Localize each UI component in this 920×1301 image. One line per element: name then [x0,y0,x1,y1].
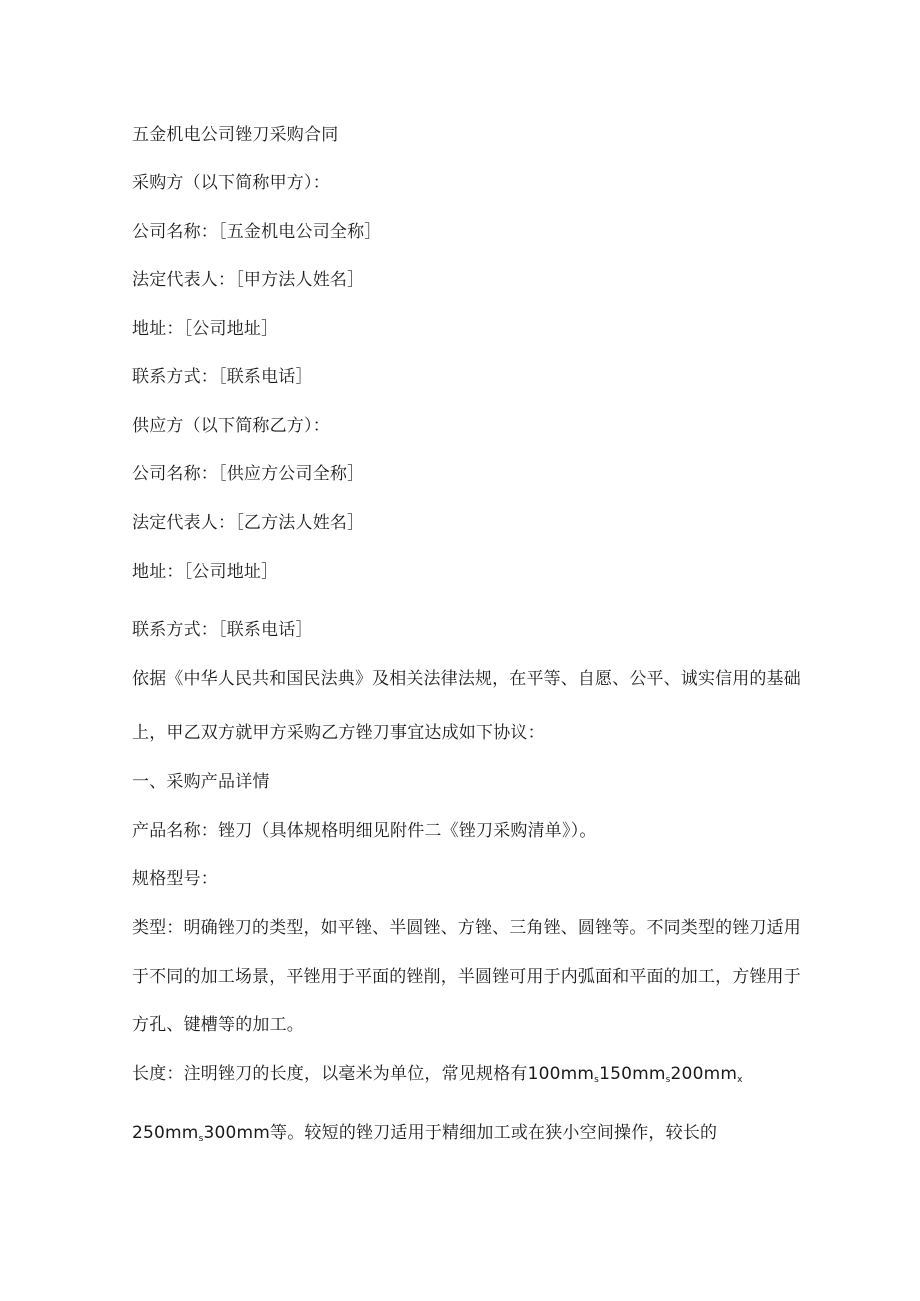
buyer-address: 地址：［公司地址］ [132,319,279,339]
spec-model: 规格型号： [132,869,218,889]
supplier-contact: 联系方式：［联系电话］ [132,620,313,640]
type-paragraph-line-2: 于不同的加工场景，平锉用于平面的锉削，半圆锉可用于内弧面和平面的加工，方锉用于 [132,967,801,987]
document-title: 五金机电公司锉刀采购合同 [132,125,339,145]
separator-glyph: s [198,1134,204,1144]
length-lead-text: 长度：注明锉刀的长度，以毫米为单位，常见规格有100mm [132,1064,595,1084]
supplier-company-name: 公司名称：［供应方公司全称］ [132,464,365,484]
length-value: 200mm [670,1064,738,1084]
buyer-company-name: 公司名称：［五金机电公司全称］ [132,222,382,242]
separator-glyph: s [594,1075,600,1085]
length-paragraph-line-2 [132,1122,717,1150]
preamble-line-2: 上，甲乙双方就甲方采购乙方锉刀事宜达成如下协议： [132,723,545,743]
separator-glyph: s [665,1075,671,1085]
buyer-contact: 联系方式：［联系电话］ [132,367,313,387]
type-paragraph-line-1: 类型：明确锉刀的类型，如平锉、半圆锉、方锉、三角锉、圆锉等。不同类型的锉刀适用 [132,918,801,938]
section-1-heading: 一、采购产品详情 [132,772,270,792]
supplier-heading: 供应方（以下简称乙方）： [132,416,330,436]
length-rest-text: 300mm等。较短的锉刀适用于精细加工或在狭小空间操作，较长的 [203,1123,718,1143]
preamble-line-1: 依据《中华人民共和国民法典》及相关法律法规，在平等、自愿、公平、诚实信用的基础 [132,669,801,689]
product-name: 产品名称：锉刀（具体规格明细见附件二《锉刀采购清单》）。 [132,821,597,841]
separator-glyph: x [737,1075,743,1085]
buyer-heading: 采购方（以下简称甲方）： [132,173,330,193]
length-value: 250mm [132,1123,199,1143]
length-paragraph-line-1 [132,1063,743,1091]
length-value: 150mm [599,1064,666,1084]
supplier-legal-representative: 法定代表人：［乙方法人姓名］ [132,513,365,533]
supplier-address: 地址：［公司地址］ [132,562,279,582]
type-paragraph-line-3: 方孔、键槽等的加工。 [132,1015,304,1035]
buyer-legal-representative: 法定代表人：［甲方法人姓名］ [132,270,365,290]
